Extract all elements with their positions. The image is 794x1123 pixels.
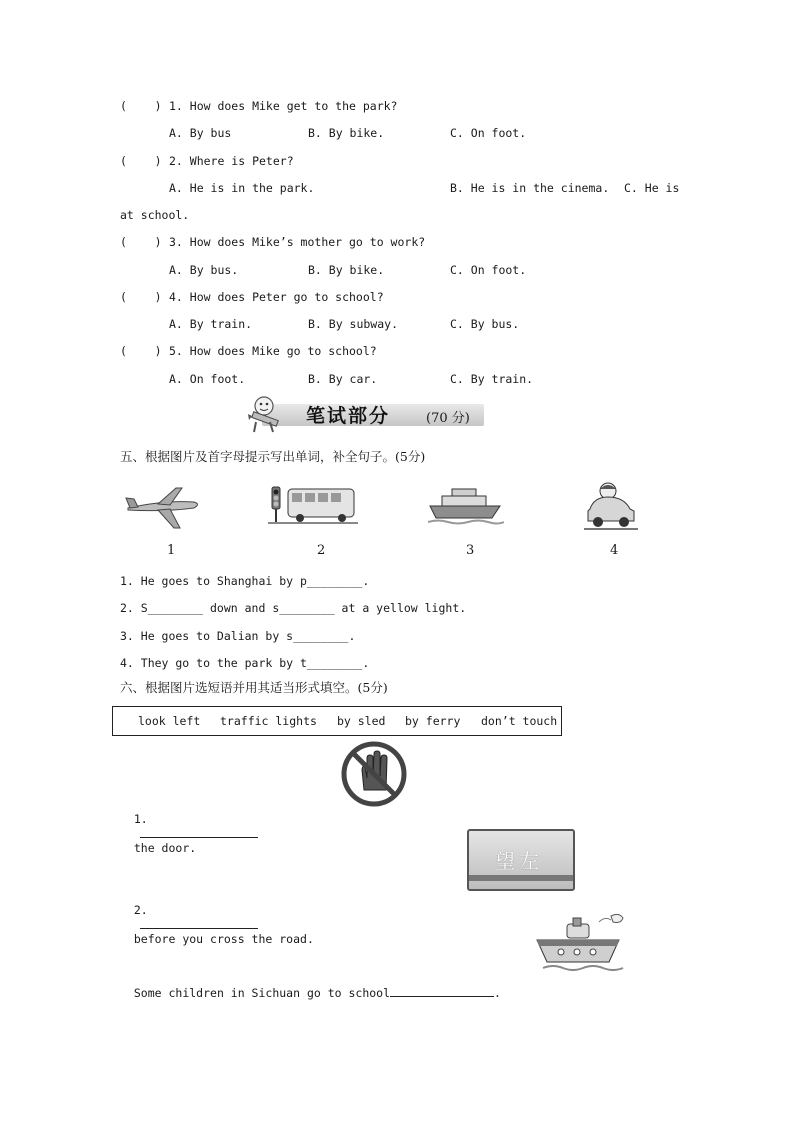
picture-number-2: 2 [317, 543, 326, 558]
fill-item-2 [120, 889, 314, 946]
picture-number-1: 1 [167, 543, 176, 558]
word-bank-option-2: traffic lights [220, 714, 317, 728]
option-c-1: C. On foot. [450, 126, 527, 140]
fill-blank-2[interactable] [140, 917, 258, 929]
answer-paren-3[interactable]: ( ) [120, 235, 162, 249]
sentence-1[interactable]: 1. He goes to Shanghai by p________. [120, 574, 370, 588]
word-bank-box [112, 706, 562, 736]
fill-item-3-end: . [494, 986, 501, 1000]
fill-item-3-text: Some children in Sichuan go to school [133, 986, 391, 1000]
option-a-5: A. On foot. [169, 372, 246, 386]
banner-title: 笔试部分 [306, 405, 391, 427]
option-b-3: B. By bike. [308, 263, 385, 277]
answer-paren-5[interactable]: ( ) [120, 344, 162, 358]
pencil-mascot-icon [240, 392, 284, 436]
answer-paren-4[interactable]: ( ) [120, 290, 162, 304]
fill-item-2-number: 2. [133, 903, 148, 917]
written-part-banner [240, 392, 486, 436]
no-touch-sign-icon [340, 740, 408, 808]
sentence-3[interactable]: 3. He goes to Dalian by s________. [120, 629, 356, 643]
look-left-sign-icon [467, 829, 575, 891]
option-a-1: A. By bus [169, 126, 232, 140]
word-bank-option-3: by sled [337, 714, 386, 728]
word-bank-option-5: don’t touch [481, 714, 558, 728]
option-a-2: A. He is in the park. [169, 181, 315, 195]
cartoon-ship-icon [533, 910, 625, 976]
option-c-2: C. He is [624, 181, 680, 195]
option-b-4: B. By subway. [308, 317, 399, 331]
option-c-3: C. On foot. [450, 263, 527, 277]
picture-number-3: 3 [466, 543, 475, 558]
sign-stripe [469, 875, 573, 881]
option-a-3: A. By bus. [169, 263, 239, 277]
word-bank-option-4: by ferry [405, 714, 461, 728]
picture-number-4: 4 [610, 543, 619, 558]
sentence-4[interactable]: 4. They go to the park by t________. [120, 656, 370, 670]
fill-item-2-text: before you cross the road. [133, 932, 314, 946]
fill-blank-1[interactable] [140, 826, 258, 838]
fill-item-1-number: 1. [133, 812, 148, 826]
option-c-5: C. By train. [450, 372, 534, 386]
sign-text: 望左 [495, 849, 543, 873]
answer-paren-2[interactable]: ( ) [120, 154, 162, 168]
section5-heading: 五、根据图片及首字母提示写出单词，补全句子。(5分) [120, 449, 426, 464]
sentence-2[interactable]: 2. S________ down and s________ at a yellow light. [120, 601, 467, 615]
section6-heading: 六、根据图片选短语并用其适当形式填空。(5分) [120, 680, 388, 695]
option-b-2: B. He is in the cinema. [450, 181, 610, 195]
option-b-1: B. By bike. [308, 126, 385, 140]
fill-item-1-text: the door. [133, 841, 197, 855]
airplane-icon [124, 484, 202, 532]
option-c-4: C. By bus. [450, 317, 520, 331]
ferry-ship-icon [428, 484, 504, 526]
car-driver-icon [584, 479, 638, 531]
answer-paren-1[interactable]: ( ) [120, 99, 162, 113]
banner-score: (70 分) [426, 411, 470, 426]
option-c-2-cont: at school. [120, 208, 190, 222]
option-b-5: B. By car. [308, 372, 378, 386]
question-stem-5: 5. How does Mike go to school? [169, 344, 377, 358]
fill-item-3 [120, 971, 501, 1000]
word-bank-option-1: look left [138, 714, 201, 728]
option-a-4: A. By train. [169, 317, 253, 331]
fill-blank-3[interactable] [390, 985, 494, 997]
question-stem-3: 3. How does Mike’s mother go to work? [169, 235, 426, 249]
question-stem-2: 2. Where is Peter? [169, 154, 294, 168]
traffic-light-bus-icon [268, 481, 358, 527]
fill-item-1 [120, 798, 264, 855]
question-stem-4: 4. How does Peter go to school? [169, 290, 384, 304]
question-stem-1: 1. How does Mike get to the park? [169, 99, 398, 113]
